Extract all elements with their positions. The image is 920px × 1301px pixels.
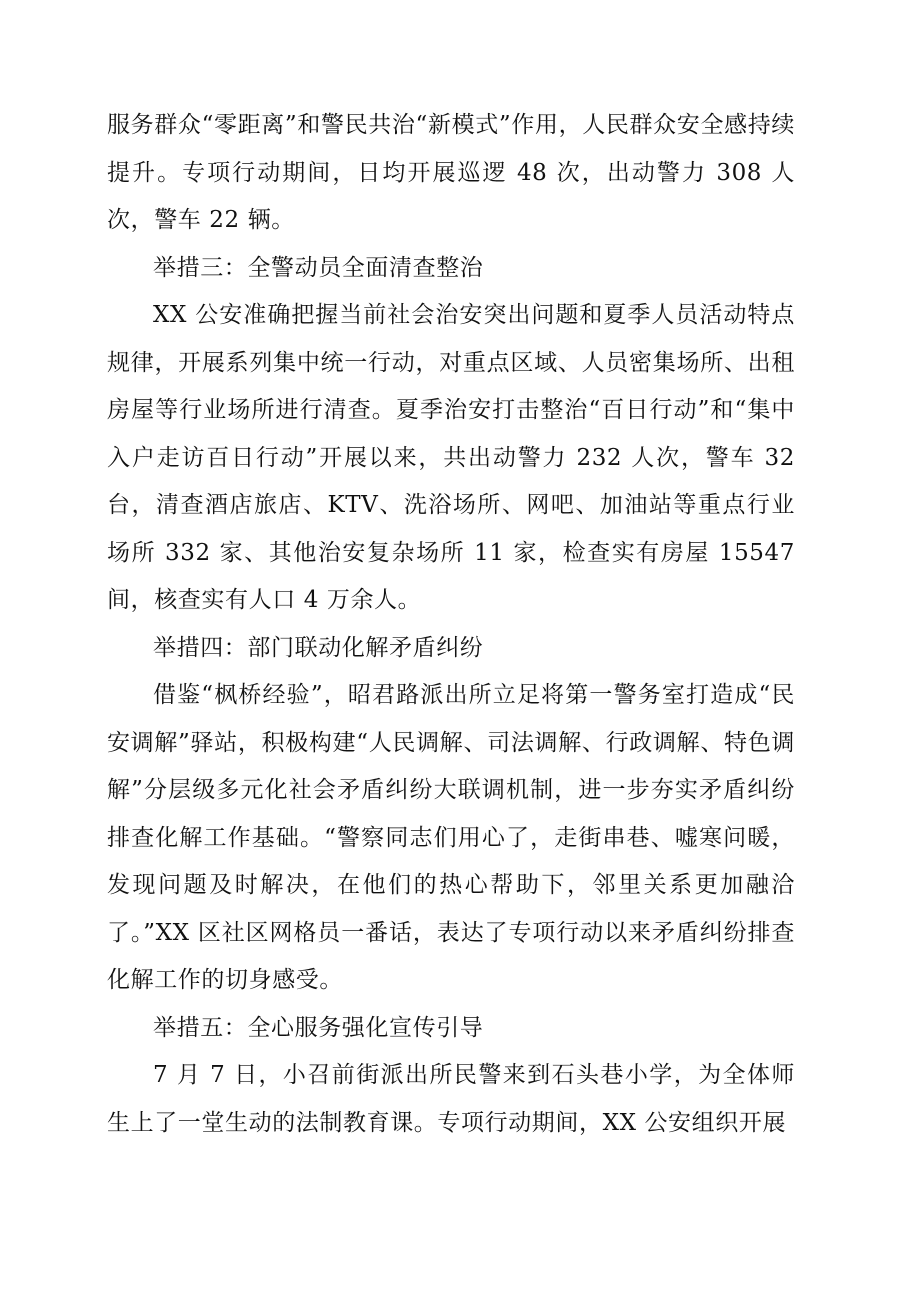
paragraph-measure-three: XX 公安准确把握当前社会治安突出问题和夏季人员活动特点规律，开展系列集中统一行动，对重点区域、人员密集场所、出租房屋等行业场所进行清查。夏季治安打击整治“百日行动”和“集中入户走访百日行动”开展以来，共出动警力 232 人次，警车 32 台，清查酒店旅店、KTV、洗浴场所、网吧、加油站等重点行业场所 332 家、其他治安复杂场所 11 家，检查实有房屋 15547 间，核查实有人口 4 万余人。	[107, 302, 795, 613]
heading-measure-five: 举措五：全心服务强化宣传引导	[153, 1014, 484, 1041]
heading-measure-three: 举措三：全警动员全面清查整治	[153, 254, 484, 281]
paragraph-patrol-summary: 服务群众“零距离”和警民共治“新模式”作用，人民群众安全感持续提升。专项行动期间，日均开展巡逻 48 次，出动警力 308 人次，警车 22 辆。	[107, 112, 795, 233]
document-body	[107, 102, 795, 1147]
paragraph-measure-five: 7 月 7 日，小召前街派出所民警来到石头巷小学，为全体师生上了一堂生动的法制教育课。专项行动期间，XX 公安组织开展	[107, 1062, 795, 1136]
heading-measure-four: 举措四：部门联动化解矛盾纠纷	[153, 634, 484, 661]
paragraph-measure-four: 借鉴“枫桥经验”，昭君路派出所立足将第一警务室打造成“民安调解”驿站，积极构建“人民调解、司法调解、行政调解、特色调解”分层级多元化社会矛盾纠纷大联调机制，进一步夯实矛盾纠纷排查化解工作基础。“警察同志们用心了，走街串巷、嘘寒问暖，发现问题及时解决，在他们的热心帮助下，邻里关系更加融洽了。”XX 区社区网格员一番话，表达了专项行动以来矛盾纠纷排查化解工作的切身感受。	[107, 682, 795, 993]
